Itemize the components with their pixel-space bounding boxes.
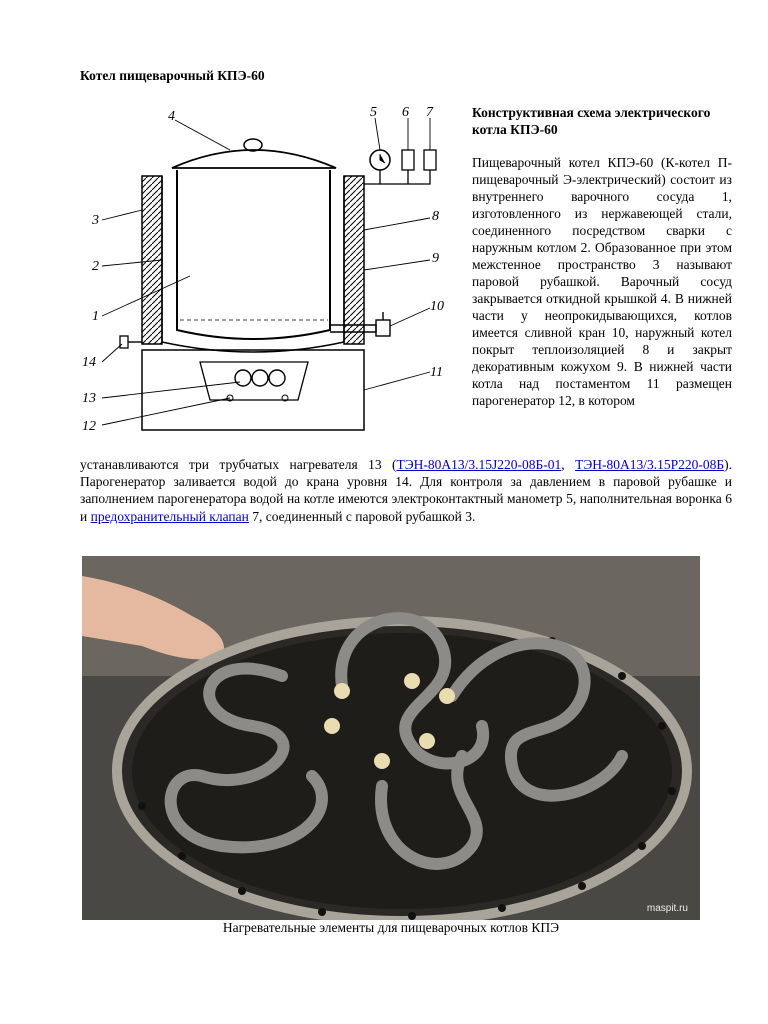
diagram-label-7: 7: [426, 105, 433, 120]
diagram-label-3: 3: [92, 213, 99, 228]
scheme-text-column: [472, 104, 732, 409]
heater-link-1[interactable]: ТЭН-80А13/3.15J220-08Б-01: [396, 457, 562, 472]
paragraph-text: ,: [561, 457, 576, 472]
paragraph-text: 7, соединенный с паровой рубашкой 3.: [248, 508, 476, 524]
diagram-label-14: 14: [82, 355, 96, 370]
photo-watermark: maspit.ru: [646, 903, 688, 914]
diagram-label-13: 13: [82, 391, 96, 406]
diagram-label-8: 8: [432, 209, 439, 224]
diagram-label-10: 10: [430, 299, 444, 314]
scheme-heading: Конструктивная схема электрического котла КПЭ-60: [472, 105, 711, 137]
diagram-label-4: 4: [168, 109, 175, 124]
boiler-diagram: [80, 100, 460, 450]
diagram-label-5: 5: [370, 105, 377, 120]
photo-caption: Нагревательные элементы для пищеварочных котлов КПЭ: [222, 920, 560, 935]
diagram-label-9: 9: [432, 251, 439, 266]
page-title: Котел пищеварочный КПЭ-60: [80, 68, 265, 83]
paragraph-text: ). Парогенератор заливается водой до крана уровня 14. Для контроля за давлением в паровой рубашке и заполнением парогенератора водой на котле имеются электроконтактный манометр 5, наполнительная воронка 6 и: [80, 457, 733, 524]
description-paragraph-start: Пищеварочный котел КПЭ-60 (К-котел П-пищеварочный Э-электрический) состоит из внутреннего варочного сосуда 1, изготовленного из нержавеющей стали, соединенного посредством сварки с наружным котлом 2. Образованное при этом межстенное пространство 3 называют паровой рубашкой. Варочный сосуд закрывается откидной крышкой 4. В нижней части у неопрокидывающихся, котлов имеется сливной кран 10, наружный котел покрыт теплоизоляцией 8 и закрыт декоративным кожухом 9. В нижней части котла над постаментом 11 размещен парогенератор 12, в котором: [472, 155, 732, 408]
heating-elements-photo: [82, 556, 700, 920]
diagram-label-11: 11: [430, 365, 443, 380]
diagram-label-6: 6: [402, 105, 409, 120]
safety-valve-link[interactable]: предохранительный клапан: [90, 508, 249, 524]
diagram-label-1: 1: [92, 309, 99, 324]
diagram-label-12: 12: [82, 419, 96, 434]
description-paragraph-continued: [80, 456, 732, 525]
diagram-label-2: 2: [92, 259, 99, 274]
paragraph-text: устанавливаются три трубчатых нагревателя 13 (: [80, 457, 397, 472]
heater-link-2[interactable]: ТЭН-80А13/3.15Р220-08Б: [575, 457, 725, 472]
